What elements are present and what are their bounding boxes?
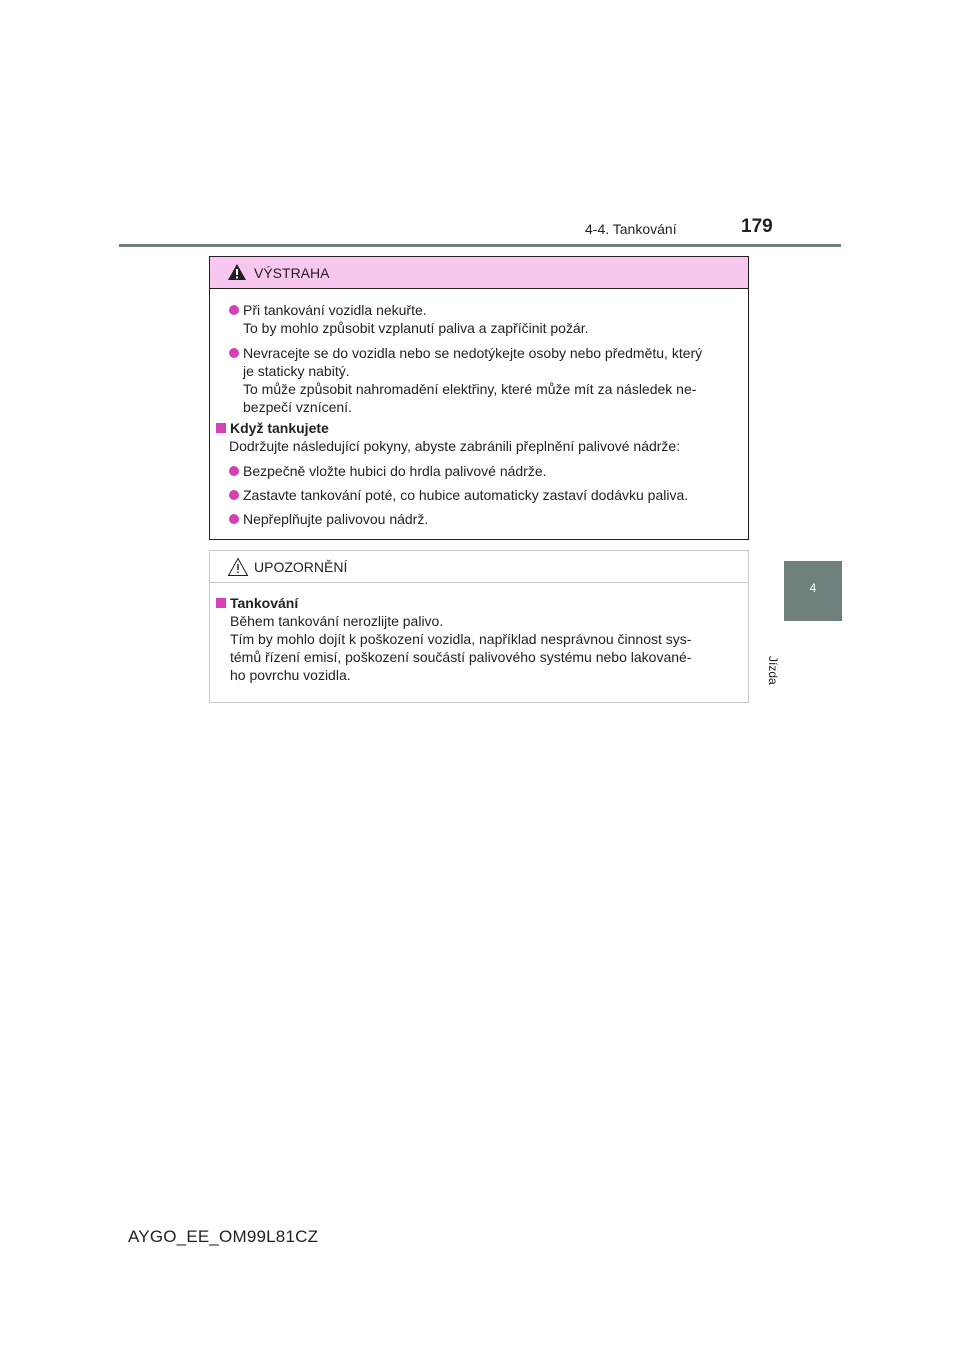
caution-box — [209, 550, 749, 703]
bullet-icon — [229, 348, 239, 358]
chapter-number: 4 — [809, 581, 817, 595]
text-line: To může způsobit nahromadění elektřiny, které může mít za následek ne- — [243, 381, 697, 397]
bullet-icon — [229, 490, 239, 500]
header-rule — [119, 244, 841, 247]
caution-title: UPOZORNĚNÍ — [254, 559, 348, 575]
text-line: ho povrchu vozidla. — [230, 667, 351, 683]
warning-bullet-1 — [229, 301, 740, 337]
warning-sub-bullet-2 — [229, 486, 740, 504]
warning-header — [210, 257, 748, 289]
warning-bullet-2 — [229, 344, 740, 416]
warning-sub-bullet-3 — [229, 510, 740, 528]
warning-triangle-icon — [227, 263, 247, 281]
section-intro: Dodržujte následující pokyny, abyste zabránili přeplnění palivové nádrže: — [229, 438, 681, 454]
document-id: AYGO_EE_OM99L81CZ — [128, 1227, 319, 1246]
bullet-icon — [229, 305, 239, 315]
square-bullet-icon — [216, 598, 226, 608]
text-line: Tím by mohlo dojít k poškození vozidla, například nesprávnou činnost sys- — [230, 631, 692, 647]
chapter-title: Jízda — [766, 656, 780, 685]
caution-header — [210, 551, 748, 583]
caution-section — [216, 594, 740, 684]
chapter-tab — [784, 561, 842, 621]
text-line: Během tankování nerozlijte palivo. — [230, 613, 444, 629]
text-line: témů řízení emisí, poškození součástí palivového systému nebo lakované- — [230, 649, 692, 665]
text-line: Nepřeplňujte palivovou nádrž. — [243, 511, 429, 527]
text-line: Při tankování vozidla nekuřte. — [243, 302, 427, 318]
text-line: bezpečí vznícení. — [243, 399, 352, 415]
section-heading: Tankování — [230, 595, 299, 611]
warning-box — [209, 256, 749, 540]
warning-title: VÝSTRAHA — [254, 265, 330, 281]
text-line: To by mohlo způsobit vzplanutí paliva a zapříčinit požár. — [243, 320, 589, 336]
text-line: je staticky nabitý. — [243, 363, 350, 379]
square-bullet-icon — [216, 423, 226, 433]
caution-triangle-icon — [227, 557, 249, 577]
text-line: Nevracejte se do vozidla nebo se nedotýkejte osoby nebo předmětu, který — [243, 345, 703, 361]
text-line: Bezpečně vložte hubici do hrdla palivové nádrže. — [243, 463, 547, 479]
page-number: 179 — [741, 216, 773, 237]
header-section-title: 4-4. Tankování — [585, 221, 677, 237]
warning-sub-bullet-1 — [229, 462, 740, 480]
section-heading: Když tankujete — [230, 420, 329, 436]
text-line: Zastavte tankování poté, co hubice automaticky zastaví dodávku paliva. — [243, 487, 689, 503]
bullet-icon — [229, 514, 239, 524]
warning-section — [216, 419, 740, 455]
bullet-icon — [229, 466, 239, 476]
